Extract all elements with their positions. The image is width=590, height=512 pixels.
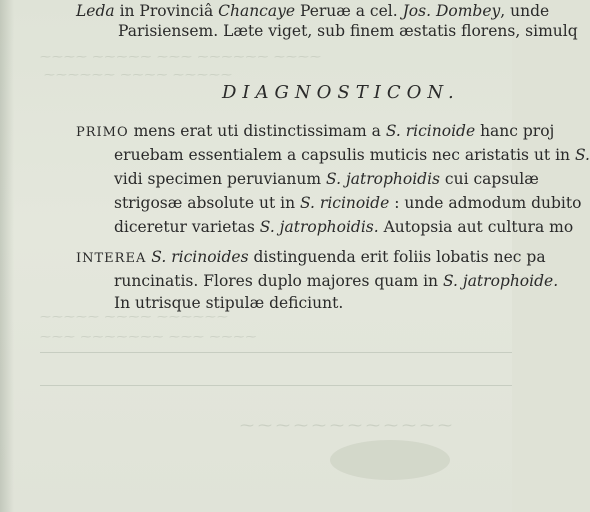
bleed-through-texture: ⁓⁓⁓⁓⁓⁓⁓⁓⁓⁓⁓⁓	[240, 418, 456, 434]
bleed-through-rule	[40, 385, 512, 386]
text-line-top-1	[76, 4, 549, 20]
text-run: S. ricinoide	[299, 194, 390, 212]
text-run: , unde	[500, 2, 550, 20]
text-run: Peruæ a cel.	[295, 2, 403, 20]
paragraph1-line-5	[114, 220, 573, 236]
text-run: Autopsia aut cultura mo	[378, 218, 574, 236]
paragraph2-line-3	[114, 296, 343, 312]
text-run: PRIMO	[76, 125, 129, 140]
paragraph2-line-1	[76, 250, 546, 266]
text-run: hanc proj	[475, 122, 555, 140]
text-run: distinguenda erit foliis lobatis nec pa	[248, 248, 546, 266]
text-run: S.	[574, 146, 590, 164]
bleed-through-rule	[40, 352, 512, 353]
text-run: S. ricinoides	[151, 248, 249, 266]
bleed-through-texture: ⁓⁓⁓⁓ ⁓⁓⁓⁓⁓ ⁓⁓⁓ ⁓⁓⁓⁓⁓⁓ ⁓⁓⁓⁓	[40, 50, 322, 63]
paragraph1-line-1	[76, 124, 554, 140]
paragraph1-line-4	[114, 196, 581, 212]
text-run: S. jatrophoidis.	[259, 218, 379, 236]
paragraph1-line-2	[114, 148, 590, 164]
text-run: diceretur varietas	[114, 218, 260, 236]
text-run: Jos. Dombey	[402, 2, 501, 20]
text-run: In utrisque stipulæ deficiunt.	[114, 294, 344, 312]
bleed-through-texture: ⁓⁓⁓⁓⁓ ⁓⁓⁓⁓ ⁓⁓⁓⁓⁓⁓	[40, 310, 229, 323]
text-run: S. jatrophoide.	[442, 272, 559, 290]
text-run: Parisiensem. Læte viget, sub finem æstatis florens, simulq	[118, 22, 578, 40]
text-run: eruebam essentialem a capsulis muticis nec aristatis ut in	[114, 146, 575, 164]
page-edge-shadow	[0, 0, 14, 512]
text-run: in Provinciâ	[114, 2, 219, 20]
paragraph1-line-3	[114, 172, 539, 188]
text-run: S. ricinoide	[385, 122, 476, 140]
text-run: : unde admodum dubito	[389, 194, 582, 212]
text-run: vidi specimen peruvianum	[114, 170, 327, 188]
section-heading: DIAGNOSTICON.	[222, 82, 460, 103]
bleed-through-texture: ⁓⁓⁓ ⁓⁓⁓⁓⁓⁓⁓ ⁓⁓⁓ ⁓⁓⁓⁓	[40, 330, 258, 343]
text-run: cui capsulæ	[440, 170, 539, 188]
text-run: Leda	[76, 2, 115, 20]
paragraph2-line-2	[114, 274, 558, 290]
bleed-through-texture: ⁓⁓⁓⁓⁓⁓ ⁓⁓⁓⁓ ⁓⁓⁓⁓⁓	[44, 68, 233, 81]
text-line-top-2	[118, 24, 578, 40]
text-run: strigosæ absolute ut in	[114, 194, 300, 212]
paper-stain	[330, 440, 450, 480]
text-run: S. jatrophoidis	[326, 170, 440, 188]
text-run: INTEREA	[76, 251, 147, 266]
text-run: Chancaye	[218, 2, 296, 20]
text-run: runcinatis. Flores duplo majores quam in	[114, 272, 443, 290]
text-run: mens erat uti distinctissimam a	[128, 122, 386, 140]
